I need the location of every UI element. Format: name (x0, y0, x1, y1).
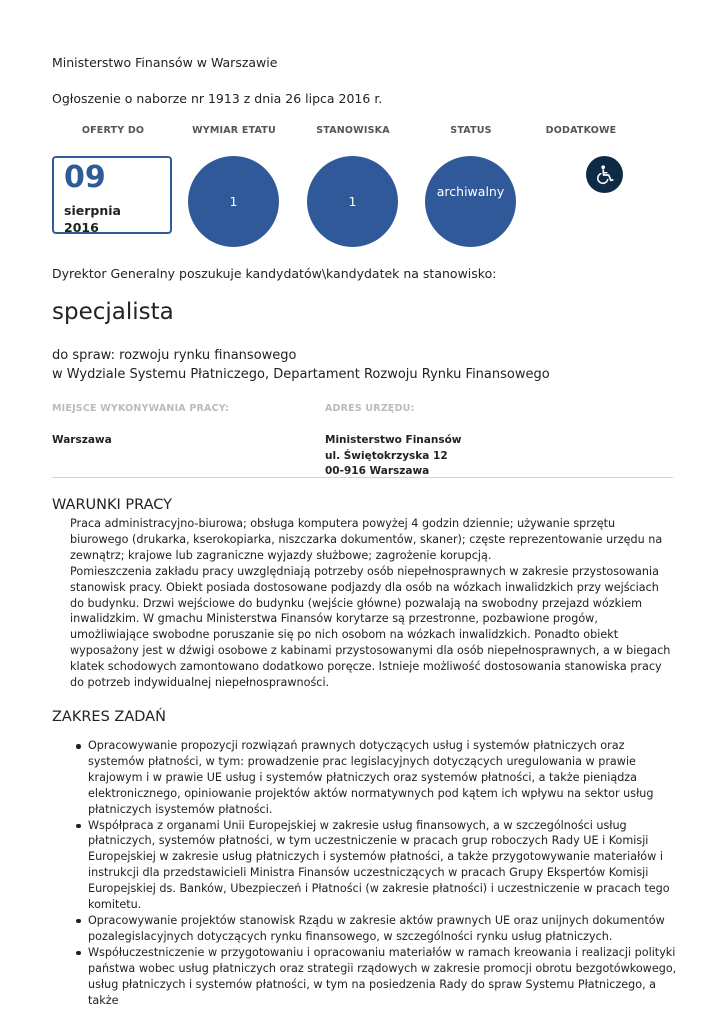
list-item (70, 945, 678, 1009)
announcement-heading: Ogłoszenie o naborze nr 1913 z dnia 26 lipca 2016 r. (52, 91, 383, 106)
positions-header: STANOWISKA (316, 125, 390, 136)
deadline-month: sierpnia (64, 203, 121, 218)
offers-until-header: OFERTY DO (81, 125, 145, 136)
bullet-icon (76, 951, 81, 956)
position-scope: do spraw: rozwoju rynku finansowego (52, 348, 297, 363)
work-time-header: WYMIAR ETATU (192, 125, 276, 136)
conditions-paragraph-2: Pomieszczenia zakładu pracy uwzględniają potrzeby osób niepełnosprawnych w zakresie przystosowania stanowisk pracy. Obiekt posiada dostosowane podjazdy dla osób na wózkach inwalidzkich przy wejściach do budynku. Drzwi wejściowe do budynku (wejście główne) pozwalają na swobodny przejazd wózkiem inwalidzkim. W gmachu Ministerstwa Finansów korytarze są przestronne, pozbawione progów, umożliwiające swobodne poruszanie się po nich osobom na wózkach inwalidzkich. Ponadto obiekt wyposażony jest w dźwigi osobowe z kabinami przystosowanymi dla osób niepełnosprawnych, a w biegach klatek schodowych zamontowano dodatkowo poręcze. Istnieje możliwość dostosowania stanowiska pracy do potrzeb indywidualnej niepełnosprawności. (70, 564, 671, 690)
deadline-month-year (64, 202, 121, 236)
positions-badge (307, 156, 398, 247)
work-time-value: 1 (229, 194, 238, 209)
list-item (70, 738, 678, 818)
address-line-3: 00-916 Warszawa (325, 465, 430, 477)
task-text: Współuczestniczenie w przygotowaniu i opracowaniu materiałów w ramach kreowania i realizacji polityki państwa wobec usług płatniczych oraz strategii rządowych w zakresie promocji obrotu bezgotówkowego, usług płatniczych i systemów płatności, w tym na posiedzenia Rady do spraw Systemu Płatniczego, a także (88, 945, 677, 1007)
position-title: specjalista (52, 299, 174, 325)
conditions-paragraph-1: Praca administracyjno-biurowa; obsługa komputera powyżej 4 godzin dziennie; używanie sprzętu biurowego (drukarka, kserokopiarka, niszczarka dokumentów, skaner); częste reprezentowanie urzędu na zewnątrz; krajowe lub zagraniczne wyjazdy służbowe; zagrożenie korupcją. (70, 517, 663, 562)
bullet-icon (76, 824, 81, 829)
status-value: archiwalny (436, 184, 505, 199)
task-text: Współpraca z organami Unii Europejskiej w zakresie usług finansowych, a w szczególności usług płatniczych, systemów płatności, w tym uczestniczenie w pracach grup roboczych Rady UE i Komisji Europejskiej w zakresie usług płatniczych i systemów płatności, a także przygotowywanie materiałów i instrukcji dla przedstawicieli Ministra Finansów uczestniczących w pracach Grupy Ekspertów Komisji Europejskiej ds. Banków, Ubezpieczeń i Płatności (w zakresie płatności) i uczestniczenie w pracach tego komitetu. (88, 818, 670, 912)
address-line-1: Ministerstwo Finansów (325, 434, 462, 446)
status-header: STATUS (450, 125, 492, 136)
extra-header: DODATKOWE (545, 125, 617, 136)
wheelchair-icon-svg (594, 164, 616, 186)
bullet-icon (76, 919, 81, 924)
tasks-title: ZAKRES ZADAŃ (52, 709, 166, 725)
work-time-badge (188, 156, 279, 247)
task-text: Opracowywanie propozycji rozwiązań prawnych dotyczących usług i systemów płatniczych oraz systemów płatności, w tym: prowadzenie prac legislacyjnych dotyczących uregulowania w prawie krajowym i w prawie UE usług i systemów płatniczych oraz systemów płatności, a także pieniądza elektronicznego, opiniowanie projektów aktów normatywnych pod kątem ich wpływu na sektor usług płatniczych isystemów płatności. (88, 739, 654, 816)
intro-text: Dyrektor Generalny poszukuje kandydatów\kandydatek na stanowisko: (52, 266, 497, 281)
wheelchair-icon (586, 156, 623, 193)
bullet-icon (76, 744, 81, 749)
list-item (70, 913, 678, 945)
deadline-day: 09 (64, 160, 106, 195)
conditions-title: WARUNKI PRACY (52, 497, 173, 513)
address-line-2: ul. Świętokrzyska 12 (325, 449, 448, 462)
list-item (70, 818, 678, 913)
conditions-text (70, 516, 675, 691)
office-address (325, 433, 462, 480)
position-department: w Wydziale Systemu Płatniczego, Departament Rozwoju Rynku Finansowego (52, 367, 550, 382)
place-value: Warszawa (52, 434, 112, 446)
ministry-name: Ministerstwo Finansów w Warszawie (52, 55, 278, 70)
positions-value: 1 (348, 194, 357, 209)
status-badge (425, 156, 516, 247)
deadline-year: 2016 (64, 220, 99, 235)
deadline-date-box (52, 156, 172, 234)
place-label: MIEJSCE WYKONYWANIA PRACY: (52, 403, 230, 414)
tasks-list (70, 738, 678, 1008)
section-divider (52, 477, 673, 478)
task-text: Opracowywanie projektów stanowisk Rządu w zakresie aktów prawnych UE oraz unijnych dokumentów pozalegislacyjnych dotyczących rynku finansowego, w szczególności rynku usług płatniczych. (88, 913, 665, 943)
address-label: ADRES URZĘDU: (325, 403, 415, 414)
